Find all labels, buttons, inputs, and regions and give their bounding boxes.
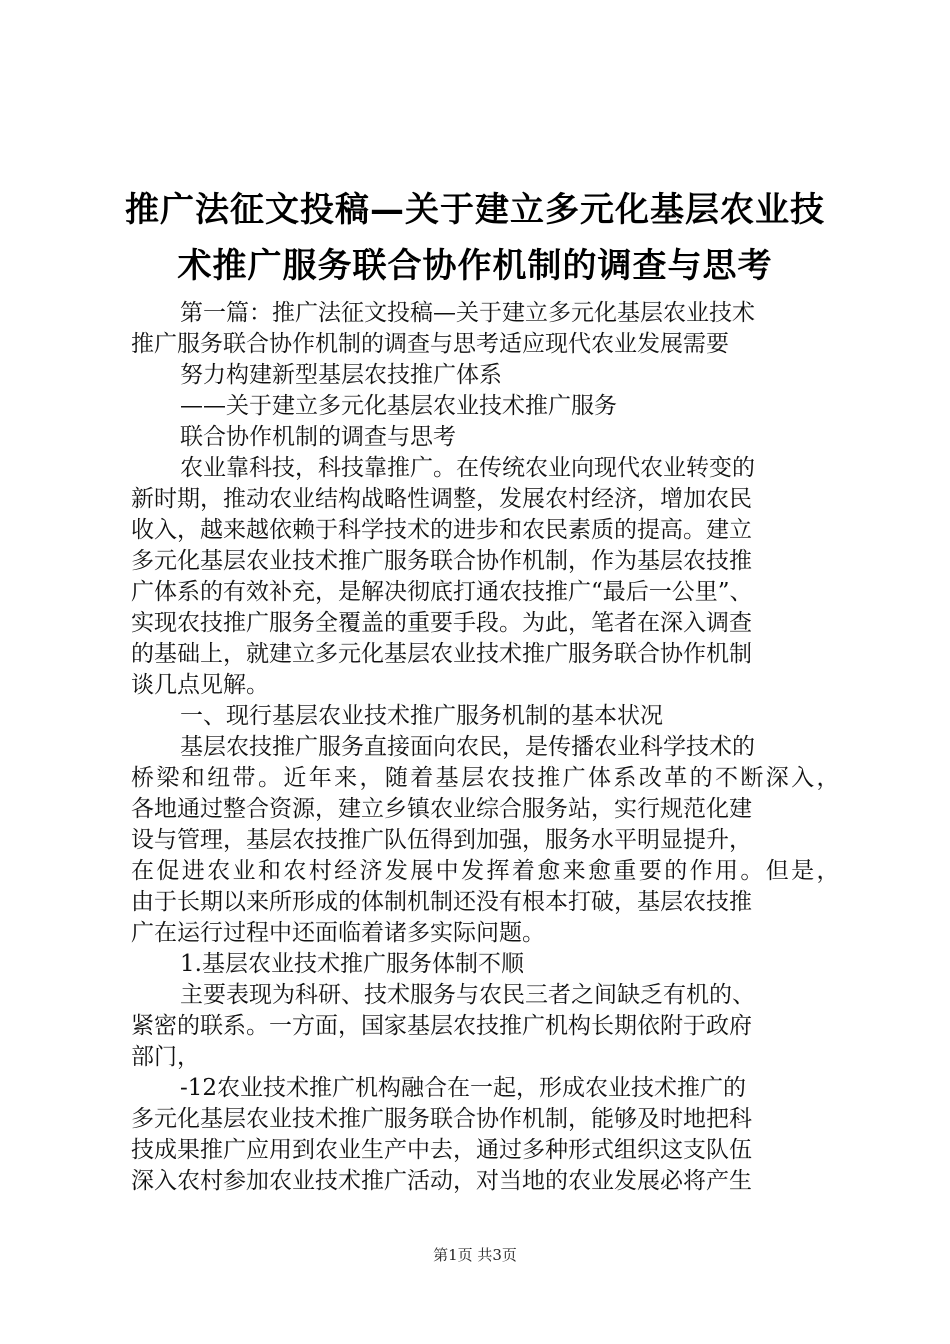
body-line: 实现农技推广服务全覆盖的重要手段。为此，笔者在深入调查 <box>131 610 752 636</box>
body-line: 技成果推广应用到农业生产中去，通过多种形式组织这支队伍 <box>131 1137 752 1163</box>
body-line: 基层农技推广服务直接面向农民，是传播农业科学技术的 <box>180 734 755 760</box>
body-line: ——关于建立多元化基层农业技术推广服务 <box>180 393 617 419</box>
body-line: 部门， <box>131 1044 200 1070</box>
body-line: 设与管理，基层农技推广队伍得到加强，服务水平明显提升， <box>131 827 752 853</box>
body-line: 联合协作机制的调查与思考 <box>180 424 456 450</box>
document-title-line-1: 推广法征文投稿—关于建立多元化基层农业技 <box>125 190 825 230</box>
body-line: 努力构建新型基层农技推广体系 <box>180 362 502 388</box>
body-line: 广体系的有效补充，是解决彻底打通农技推广“最后一公里”、 <box>131 579 753 605</box>
body-line: 在促进农业和农村经济发展中发挥着愈来愈重要的作用。但是， <box>131 858 842 884</box>
body-line: 推广服务联合协作机制的调查与思考适应现代农业发展需要 <box>131 331 729 357</box>
body-line: 农业靠科技，科技靠推广。在传统农业向现代农业转变的 <box>180 455 755 481</box>
section-heading: 一、现行基层农业技术推广服务机制的基本状况 <box>180 703 663 729</box>
body-line: 深入农村参加农业技术推广活动，对当地的农业发展必将产生 <box>131 1168 752 1194</box>
body-line: 各地通过整合资源，建立乡镇农业综合服务站，实行规范化建 <box>131 796 752 822</box>
page-number-footer: 第1页 共3页 <box>433 1246 517 1264</box>
body-line: 第一篇：推广法征文投稿—关于建立多元化基层农业技术 <box>180 300 755 326</box>
body-line: 广在运行过程中还面临着诸多实际问题。 <box>131 920 545 946</box>
body-line: 紧密的联系。一方面，国家基层农技推广机构长期依附于政府 <box>131 1013 752 1039</box>
body-line: -12农业技术推广机构融合在一起，形成农业技术推广的 <box>180 1075 747 1101</box>
body-line: 多元化基层农业技术推广服务联合协作机制，能够及时地把科 <box>131 1106 752 1132</box>
body-line: 谈几点见解。 <box>131 672 269 698</box>
body-line: 收入，越来越依赖于科学技术的进步和农民素质的提高。建立 <box>131 517 752 543</box>
body-line: 主要表现为科研、技术服务与农民三者之间缺乏有机的、 <box>180 982 755 1008</box>
document-title-line-2: 术推广服务联合协作机制的调查与思考 <box>177 246 773 286</box>
subsection-heading: 1.基层农业技术推广服务体制不顺 <box>180 951 524 977</box>
body-line: 新时期，推动农业结构战略性调整，发展农村经济，增加农民 <box>131 486 752 512</box>
body-line: 的基础上，就建立多元化基层农业技术推广服务联合协作机制 <box>131 641 752 667</box>
body-line: 桥梁和纽带。近年来，随着基层农技推广体系改革的不断深入， <box>131 765 842 791</box>
body-line: 多元化基层农业技术推广服务联合协作机制，作为基层农技推 <box>131 548 752 574</box>
body-line: 由于长期以来所形成的体制机制还没有根本打破，基层农技推 <box>131 889 752 915</box>
